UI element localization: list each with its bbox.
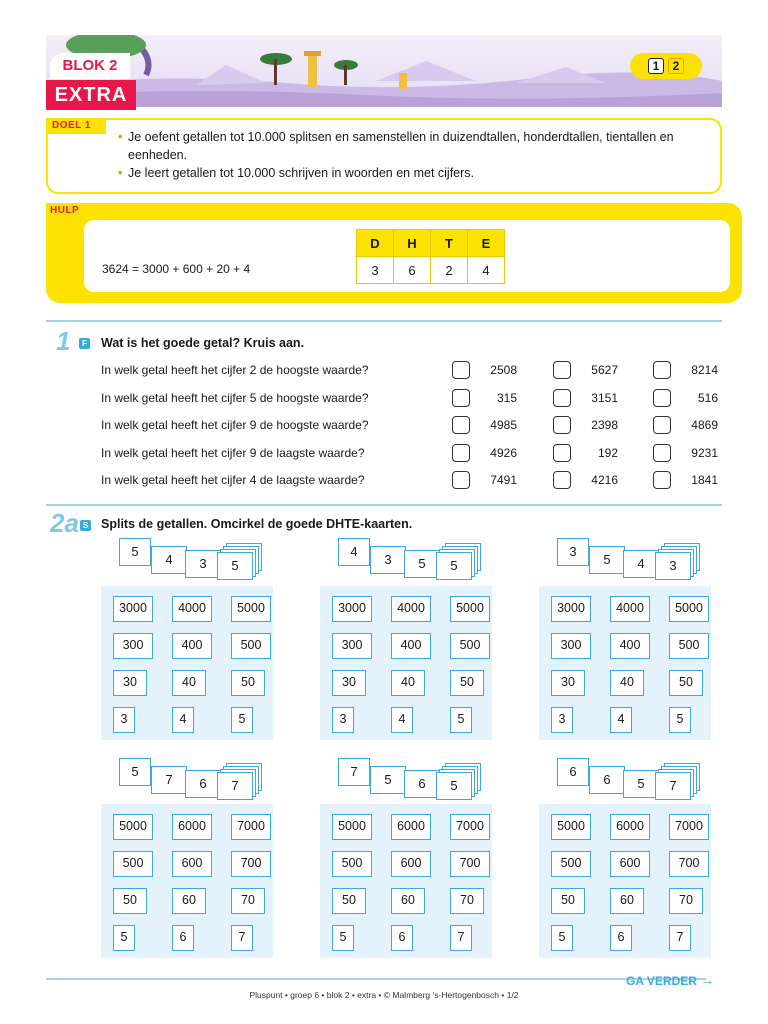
answer-checkbox[interactable] [452,389,470,407]
answer-option: 192 [597,445,618,460]
dhte-card[interactable]: 60 [610,888,644,914]
dhte-card[interactable]: 4 [610,707,632,733]
dhte-card[interactable]: 6000 [391,814,431,840]
answer-checkbox[interactable] [452,444,470,462]
answer-checkbox[interactable] [553,389,571,407]
dhte-card[interactable]: 300 [332,633,372,659]
dhte-card[interactable]: 5 [551,925,573,951]
answer-checkbox[interactable] [653,389,671,407]
dhte-card[interactable]: 30 [551,670,585,696]
answer-checkbox[interactable] [553,471,571,489]
dhte-card[interactable]: 30 [113,670,147,696]
question-text: In welk getal heeft het cijfer 4 de laagste waarde? [101,473,365,487]
exercise-2-heading: Splits de getallen. Omcirkel de goede DHTE-kaarten. [101,517,413,531]
dhte-card[interactable]: 7 [450,925,472,951]
arrow-right-icon: → [700,972,715,988]
doel-box [46,118,722,194]
extra-label: EXTRA [46,80,136,110]
divider [46,320,722,322]
dhte-card[interactable]: 7000 [450,814,490,840]
digit-card: 6 [589,766,625,794]
digit-card: 6 [404,770,440,798]
answer-option: 516 [697,390,718,405]
dhte-digit: 3 [357,257,394,284]
dhte-card[interactable]: 60 [391,888,425,914]
dhte-card[interactable]: 600 [391,851,431,877]
dhte-card[interactable]: 4 [172,707,194,733]
footer-text: Pluspunt • groep 6 • blok 2 • extra • © Malmberg ’s-Hertogenbosch • 1/2 [249,990,519,1000]
answer-option: 4216 [591,473,618,487]
dhte-card[interactable]: 3000 [332,596,372,622]
dhte-card[interactable]: 5 [113,925,135,951]
dhte-card[interactable]: 5 [332,925,354,951]
dhte-card[interactable]: 500 [551,851,591,877]
dhte-card[interactable]: 50 [551,888,585,914]
dhte-table [356,229,505,284]
digit-card: 5 [404,550,440,578]
digit-card: 7 [151,766,187,794]
answer-option: 9231 [691,445,718,460]
dhte-card[interactable]: 500 [231,633,271,659]
answer-option: 2508 [490,363,517,377]
exercise-1-heading: Wat is het goede getal? Kruis aan. [101,336,305,350]
dhte-card[interactable]: 5000 [231,596,271,622]
digit-card: 4 [338,538,370,566]
dhte-card[interactable]: 40 [172,670,206,696]
dhte-card[interactable]: 500 [450,633,490,659]
dhte-card[interactable]: 6 [172,925,194,951]
digit-card: 6 [185,770,221,798]
question-text: In welk getal heeft het cijfer 9 de laagste waarde? [101,445,365,460]
dhte-card[interactable]: 4 [391,707,413,733]
dhte-header: D [357,230,394,257]
dhte-digit: 4 [468,257,505,284]
answer-checkbox[interactable] [553,361,571,379]
dhte-card[interactable]: 5 [450,707,472,733]
dhte-digit: 2 [431,257,468,284]
dhte-card[interactable]: 6000 [172,814,212,840]
blok-label: BLOK 2 [50,53,130,79]
dhte-header: H [394,230,431,257]
hulp-equation: 3624 = 3000 + 600 + 20 + 4 [102,262,251,276]
answer-checkbox[interactable] [653,471,671,489]
dhte-header: E [468,230,505,257]
dhte-card[interactable]: 500 [113,851,153,877]
exercise-number: 2a [50,508,79,538]
dhte-card[interactable]: 5000 [551,814,591,840]
dhte-card[interactable]: 7000 [669,814,709,840]
question-text: In welk getal heeft het cijfer 9 de hoogste waarde? [101,418,369,432]
dhte-card[interactable]: 30 [332,670,366,696]
answer-checkbox[interactable] [452,471,470,489]
dhte-card[interactable]: 500 [332,851,372,877]
question-text: In welk getal heeft het cijfer 5 de hoogste waarde? [101,390,369,405]
dhte-card[interactable]: 70 [231,888,265,914]
dhte-card[interactable]: 3 [332,707,354,733]
dhte-card[interactable]: 500 [669,633,709,659]
dhte-card[interactable]: 5000 [332,814,372,840]
digit-card: 3 [557,538,589,566]
digit-card: 5 [119,758,151,786]
landscape-illustration [46,35,722,107]
doel-item: • Je oefent getallen tot 10.000 splitsen en samenstellen in duizendtallen, honderdtallen, tientallen en eenheden. [118,128,718,164]
dhte-card[interactable]: 700 [450,851,490,877]
dhte-card[interactable]: 4000 [610,596,650,622]
digit-card: 5 [436,772,472,800]
dhte-card[interactable]: 50 [231,670,265,696]
dhte-card[interactable]: 50 [332,888,366,914]
dhte-card[interactable]: 700 [669,851,709,877]
exercise-number: 1 [56,326,71,356]
answer-option: 8214 [691,363,718,377]
dhte-header: T [431,230,468,257]
dhte-card[interactable]: 3000 [113,596,153,622]
dhte-card[interactable]: 5000 [113,814,153,840]
digit-card: 5 [217,552,253,580]
exercise-badge: F [79,338,90,349]
header-banner [46,35,722,107]
dhte-card[interactable]: 6 [610,925,632,951]
digit-card: 5 [370,766,406,794]
dhte-card[interactable]: 400 [610,633,650,659]
dhte-card[interactable]: 5 [231,707,253,733]
answer-checkbox[interactable] [653,416,671,434]
digit-card: 4 [623,550,659,578]
question-text: In welk getal heeft het cijfer 2 de hoogste waarde? [101,363,369,377]
answer-option: 4926 [490,445,517,460]
digit-card: 5 [436,552,472,580]
dhte-card[interactable]: 400 [172,633,212,659]
dhte-card[interactable]: 50 [113,888,147,914]
digit-card: 6 [557,758,589,786]
answer-option: 315 [496,390,517,405]
dhte-card[interactable]: 7 [231,925,253,951]
dhte-card[interactable]: 600 [172,851,212,877]
doel-item: • Je leert getallen tot 10.000 schrijven in woorden en met cijfers. [118,164,718,182]
dhte-card[interactable]: 600 [610,851,650,877]
digit-card: 3 [185,550,221,578]
answer-checkbox[interactable] [653,444,671,462]
dhte-card[interactable]: 5 [669,707,691,733]
digit-card: 3 [370,546,406,574]
dhte-card[interactable]: 4000 [172,596,212,622]
digit-card: 5 [589,546,625,574]
dhte-card[interactable]: 50 [450,670,484,696]
answer-option: 7491 [490,473,517,487]
answer-option: 1841 [691,473,718,487]
digit-card: 5 [119,538,151,566]
footer-line [46,978,706,980]
dhte-card[interactable]: 700 [231,851,271,877]
digit-card: 7 [655,772,691,800]
dhte-card[interactable]: 7000 [231,814,271,840]
page-indicator [630,53,702,79]
answer-option: 4869 [691,418,718,432]
page-2-badge: 2 [668,58,684,74]
dhte-card[interactable]: 5000 [669,596,709,622]
dhte-card[interactable]: 400 [391,633,431,659]
doel-list [118,128,718,182]
ga-verder-link[interactable] [626,972,714,988]
exercise-badge: S [80,520,91,531]
dhte-card[interactable]: 70 [450,888,484,914]
answer-checkbox[interactable] [452,416,470,434]
digit-card: 7 [217,772,253,800]
dhte-card[interactable]: 50 [669,670,703,696]
dhte-card[interactable]: 40 [391,670,425,696]
digit-card: 7 [338,758,370,786]
answer-option: 2398 [591,418,618,432]
dhte-card[interactable]: 6 [391,925,413,951]
digit-card: 5 [623,770,659,798]
divider [46,504,722,506]
dhte-card[interactable]: 6000 [610,814,650,840]
dhte-card[interactable]: 300 [551,633,591,659]
dhte-card[interactable]: 300 [113,633,153,659]
dhte-card[interactable]: 3 [113,707,135,733]
doel-tag: DOEL 1 [46,118,106,134]
answer-checkbox[interactable] [452,361,470,379]
answer-option: 4985 [490,418,517,432]
dhte-card[interactable]: 3 [551,707,573,733]
dhte-card[interactable]: 60 [172,888,206,914]
answer-checkbox[interactable] [553,444,571,462]
answer-option: 5627 [591,363,618,377]
answer-checkbox[interactable] [553,416,571,434]
dhte-card[interactable]: 70 [669,888,703,914]
hulp-tag: HULP [50,205,80,216]
digit-card: 3 [655,552,691,580]
dhte-card[interactable]: 3000 [551,596,591,622]
digit-card: 4 [151,546,187,574]
ga-verder-label: GA VERDER [626,974,697,988]
dhte-card[interactable]: 4000 [391,596,431,622]
answer-checkbox[interactable] [653,361,671,379]
dhte-card[interactable]: 5000 [450,596,490,622]
answer-option: 3151 [591,390,618,405]
dhte-digit: 6 [394,257,431,284]
dhte-card[interactable]: 40 [610,670,644,696]
dhte-card[interactable]: 7 [669,925,691,951]
page-1-badge: 1 [648,58,664,74]
